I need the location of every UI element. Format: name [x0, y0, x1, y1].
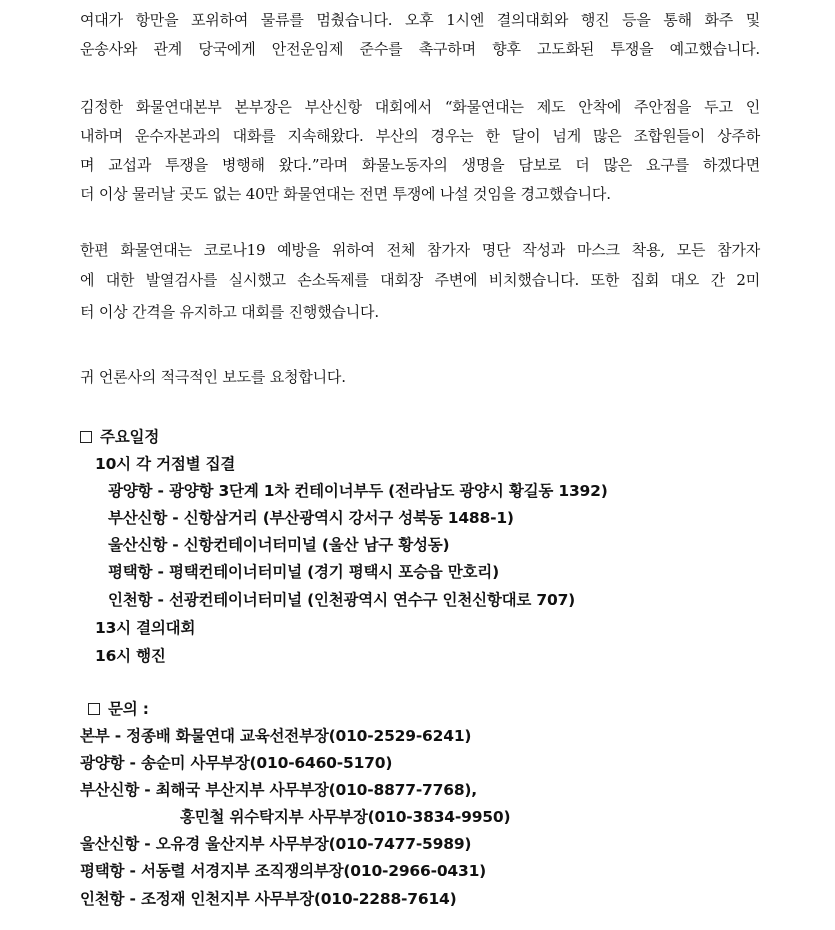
- paragraph-line: 여대가 항만을 포위하여 물류를 멈췄습니다. 오후 1시엔 결의대회와 행진 등을 통해 화주 및: [80, 11, 761, 29]
- schedule-location: 광양항 - 광양항 3단계 1차 컨테이너부두 (전라남도 광양시 황길동 1392): [108, 482, 608, 500]
- contact-line: 본부 - 정종배 화물연대 교육선전부장(010-2529-6241): [80, 727, 472, 745]
- contact-line: 울산신항 - 오유경 울산지부 사무부장(010-7477-5989): [80, 835, 472, 853]
- closing-request: 귀 언론사의 적극적인 보도를 요청합니다.: [80, 368, 346, 386]
- paragraph-line: 김정한 화물연대본부 본부장은 부산신항 대회에서 “화물연대는 제도 안착에 주안점을 두고 인: [80, 98, 760, 116]
- checkbox-square-icon: [80, 431, 92, 443]
- schedule-gather: 10시 각 거점별 집결: [95, 455, 236, 473]
- contact-line: 인천항 - 조정재 인천지부 사무부장(010-2288-7614): [80, 890, 457, 908]
- paragraph-line: 더 이상 물러날 곳도 없는 40만 화물연대는 전면 투쟁에 나설 것임을 경고했습니다.: [80, 185, 611, 203]
- schedule-location: 평택항 - 평택컨테이너터미널 (경기 평택시 포승읍 만호리): [108, 563, 499, 581]
- checkbox-square-icon: [88, 703, 100, 715]
- contact-heading: 문의 :: [88, 699, 768, 719]
- paragraph-line: 운송사와 관계 당국에게 안전운임제 준수를 촉구하며 향후 고도화된 투쟁을 예고했습니다.: [80, 40, 760, 58]
- contact-line: 부산신항 - 최해국 부산지부 사무부장(010-8877-7768),: [80, 781, 477, 799]
- paragraph-line: 내하며 운수자본과의 대화를 지속해왔다. 부산의 경우는 한 달이 넘게 많은 조합원들이 상주하: [80, 127, 760, 145]
- paragraph-line: 며 교섭과 투쟁을 병행해 왔다.”라며 화물노동자의 생명을 담보로 더 많은 요구를 하겠다면: [80, 156, 760, 174]
- paragraph-line: 한편 화물연대는 코로나19 예방을 위하여 전체 참가자 명단 작성과 마스크 착용, 모든 참가자: [80, 241, 760, 259]
- schedule-heading: 주요일정: [80, 427, 760, 447]
- schedule-march: 16시 행진: [95, 647, 166, 665]
- schedule-location: 인천항 - 선광컨테이너터미널 (인천광역시 연수구 인천신항대로 707): [108, 591, 576, 609]
- paragraph-line: 에 대한 발열검사를 실시했고 손소독제를 대회장 주변에 비치했습니다. 또한 집회 대오 간 2미: [80, 271, 760, 289]
- contact-line: 홍민철 위수탁지부 사무부장(010-3834-9950): [180, 808, 511, 826]
- schedule-rally: 13시 결의대회: [95, 619, 196, 637]
- contact-line: 평택항 - 서동렬 서경지부 조직쟁의부장(010-2966-0431): [80, 862, 487, 880]
- contact-line: 광양항 - 송순미 사무부장(010-6460-5170): [80, 754, 393, 772]
- schedule-location: 부산신항 - 신항삼거리 (부산광역시 강서구 성북동 1488-1): [108, 509, 514, 527]
- paragraph-line: 터 이상 간격을 유지하고 대회를 진행했습니다.: [80, 303, 379, 321]
- schedule-location: 울산신항 - 신항컨테이너터미널 (울산 남구 황성동): [108, 536, 450, 554]
